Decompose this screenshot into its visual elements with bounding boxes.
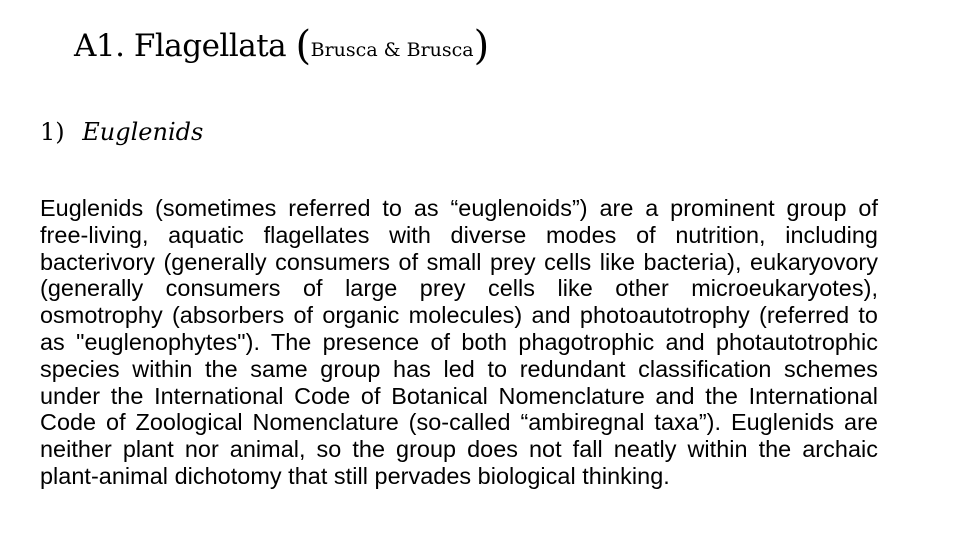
slide-title [74,22,489,74]
title-open-paren: ( [295,23,311,69]
title-close-paren: ) [473,23,489,69]
section-heading [40,114,203,150]
section-name: Euglenids [82,118,204,146]
section-number: 1) [40,118,65,146]
title-main: A1. Flagellata [74,28,287,64]
title-subtitle: Brusca & Brusca [310,39,474,61]
body-paragraph: Euglenids (sometimes referred to as “euglenoids”) are a prominent group of free-living, aquatic flagellates with diverse modes of nutrition, including bacterivory (generally consumers of small prey cells like bacteria), eukaryovory (generally consumers of large prey cells like other microeukaryotes), osmotrophy (absorbers of organic molecules) and photoautotrophy (referred to as "euglenophytes"). The presence of both phagotrophic and photautotrophic species within the same group has led to redundant classification schemes under the International Code of Botanical Nomenclature and the International Code of Zoological Nomenclature (so-called “ambiregnal taxa”). Euglenids are neither plant nor animal, so the group does not fall neatly within the archaic plant-animal dichotomy that still pervades biological thinking. [40,195,878,489]
